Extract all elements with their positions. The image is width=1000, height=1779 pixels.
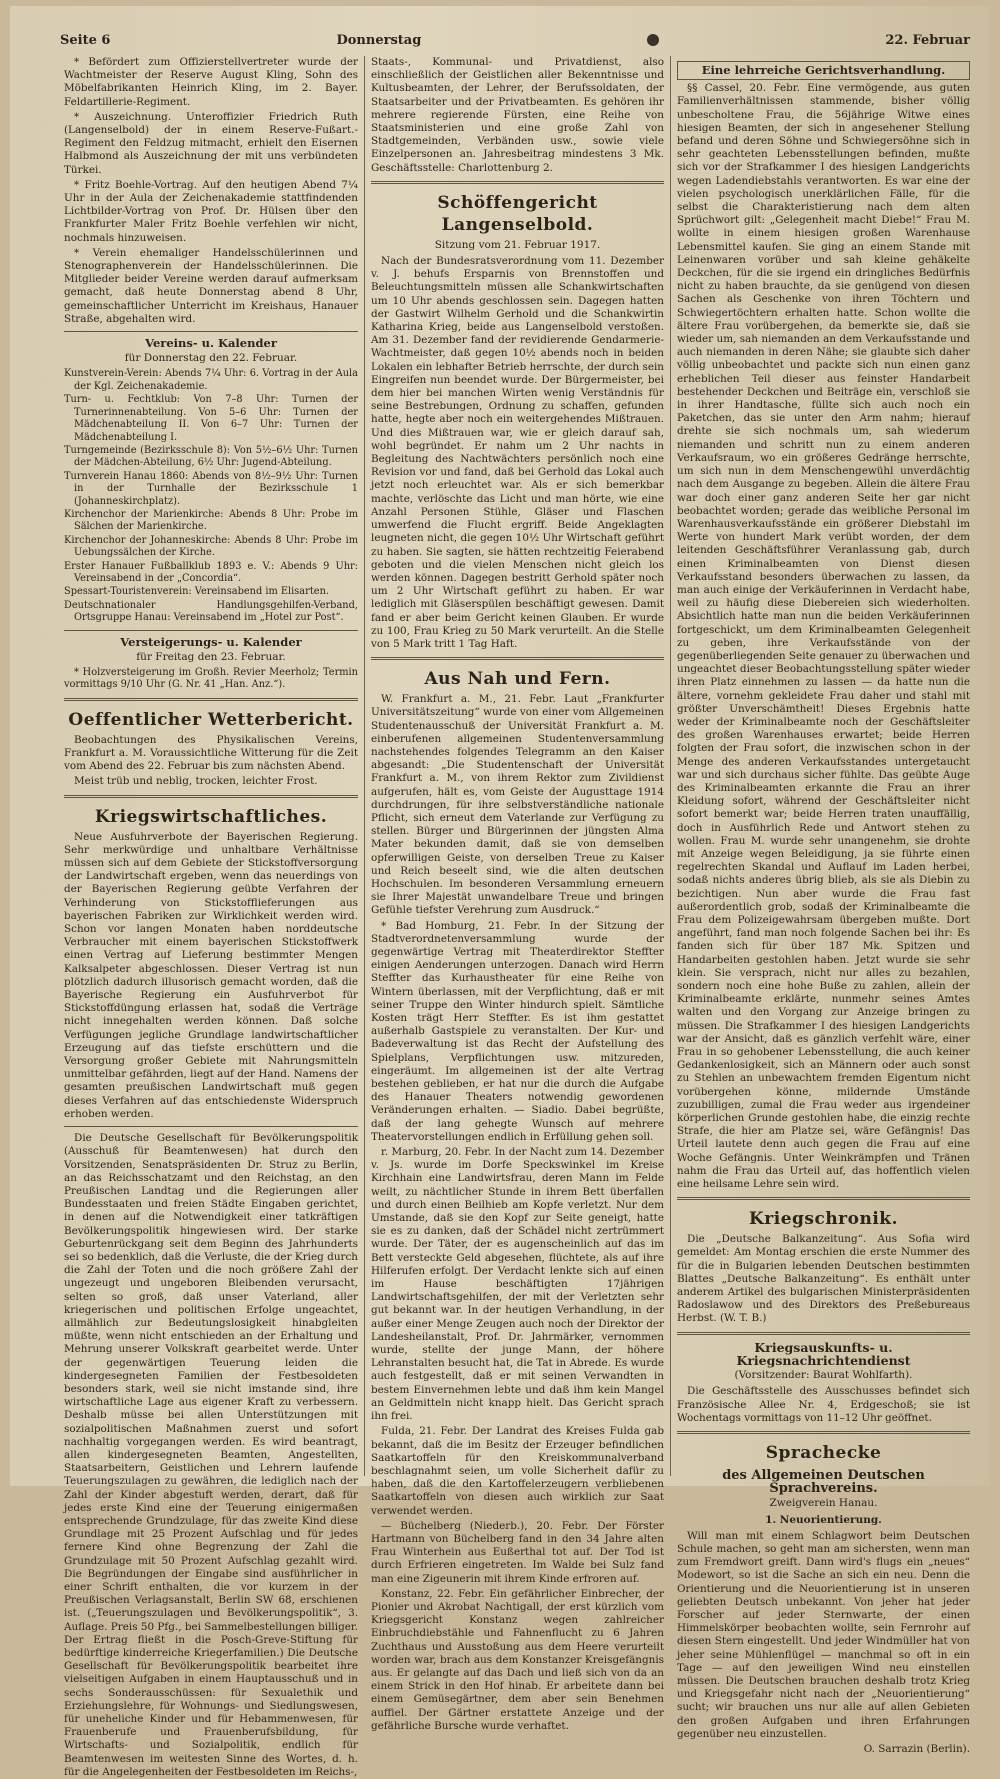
auction-calendar-subtitle: für Freitag den 23. Februar. <box>136 650 286 663</box>
column-1 <box>58 56 364 1778</box>
list-item: Turnverein Hanau 1860: Abends von 8½–9½ Uhr: Turnen in der Turnhalle der Bezirksschule 1 (Johanneskirchplatz). <box>64 470 358 507</box>
language-corner-branch: Zweigverein Hanau. <box>769 1497 878 1510</box>
divider <box>64 698 358 701</box>
column-2 <box>364 56 670 1732</box>
court-subtitle: Sitzung vom 21. Februar 1917. <box>434 238 601 251</box>
near-far-title: Aus Nah und Fern. <box>424 669 611 690</box>
newspaper-page <box>10 6 990 1778</box>
language-corner-heading: 1. Neuorientierung. <box>765 1513 882 1526</box>
language-corner-text: Will man mit einem Schlagwort beim Deutschen Schule machen, so geht man am sichersten, wenn man zum Fremdwort greift. Dann wird's flugs ein „neues“ Modewort, so ist die Sache an sich ein neu. Denn die Orientierung und die Neuorientierung ist in unseren geliebten Deutsch unbekannt. Von jeher hat jeder Forscher auf jeder Sternwarte, der einen Himmelskörper beobachten wollte, sein Fernrohr auf diesen Stern eingestellt. Und jeder Windmüller hat von jeher seine Mühlenflügel — manchmal so oft in ein Tage — auf den jeweiligen Wind neu einstellen müssen. Die Deutschen brauchen deshalb trotz Krieg und Kriegsgefahr nicht nach der „Neuorientierung“ sucht; wir brauchen uns nur alle auf allen Gebieten den großen Aufgaben und ihren Erfahrungen gegenüber neu einzustellen. <box>677 1529 970 1740</box>
author-signature: O. Sarrazin (Berlin). <box>863 1742 970 1755</box>
local-news-1: * Befördert zum Offizierstellvertreter wurde der Wachtmeister der Reserve August Kling, Sohn des Möbelfabrikanten Heinrich Kling, im 2. Bayer. Feldartillerie-Regiment. <box>64 56 358 108</box>
auction-item: * Holzversteigerung im Großh. Revier Meerholz; Termin vormittags 9/10 Uhr (G. Nr. 41 „Han. Anz.“). <box>64 667 358 691</box>
weather-forecast: Meist trüb und neblig, trocken, leichter Frost. <box>74 775 318 788</box>
punch-hole <box>647 34 659 46</box>
divider <box>677 1431 970 1434</box>
divider <box>371 657 664 660</box>
court-title: Schöffengericht Langenselbold. <box>437 192 598 235</box>
association-calendar-list <box>64 368 358 624</box>
news-frankfurt: W. Frankfurt a. M., 21. Febr. Laut „Frankfurter Universitätszeitung“ wurde von einer vom Allgemeinen Studentenausschuß der Universität Frankfurt a. M. einberufenen allgemeinen Studentenversammlung nachstehendes folgendes Telegramm an den Kaiser abgesandt: „Die Studentenschaft der Universität Frankfurt a. M., von ihrem Rektor zum Zivildienst aufgerufen, hält es, vom Geiste der Augusttage 1914 durchdrungen, für ihre selbstverständliche nationale Pflicht, sich erneut dem Vaterlande zur Verfügung zu stellen. Bürger und Bürgerinnen der jüngsten Alma Mater bekunden damit, daß sie von demselben opferwilligen Geiste, von derselben Treue zu Kaiser und Reich beseelt sind, wie die alten deutschen Hochschulen. Im besonderen Versammlung erneuern sie Ihrer Majestät unwandelbare Treue und bringen Gefühle tiefster Verehrung zum Ausdruck.“ <box>371 693 664 917</box>
local-news-4: * Verein ehemaliger Handelsschülerinnen und Stenographenverein der Handelsschülerinnen. Die Mitglieder beider Vereine werden darauf aufmerksam gemacht, daß heute Donnerstag abend 8 Uhr, gemeinschaftlicher Unterricht im Kreishaus, Hanauer Straße, abgehalten wird. <box>64 246 358 325</box>
weather-report-title: Oeffentlicher Wetterbericht. <box>68 709 354 730</box>
divider <box>371 181 664 184</box>
list-item: Deutschnationaler Handlungsgehilfen-Verband, Ortsgruppe Hanau: Vereinsabend im „Hotel zur Post“. <box>64 599 358 624</box>
language-corner-subtitle: des Allgemeinen Deutschen Sprachvereins. <box>722 1467 925 1497</box>
association-calendar-subtitle: für Donnerstag den 22. Februar. <box>124 352 298 365</box>
list-item: Spessart-Touristenverein: Vereinsabend im Elisarten. <box>64 586 329 598</box>
war-chronicle-title: Kriegschronik. <box>749 1209 898 1230</box>
list-item: Turn- u. Fechtklub: Von 7–8 Uhr: Turnen der Turnerinnenabteilung. Von 5–6 Uhr: Turnen der Mädchenabteilung II. Von 6–7 Uhr: Turnen der Mädchenabteilung I. <box>64 394 358 443</box>
news-konstanz: Konstanz, 22. Febr. Ein gefährlicher Einbrecher, der Pionier und Akrobat Nachtigall, der erst kürzlich vom Kriegsgericht Konstanz wegen zahlreicher Einbruchdiebstähle und Fahnenflucht zu 6 Jahren Zuchthaus und Ausstoßung aus dem Heere verurteilt worden war, brach aus dem Konstanzer Kreisgefängnis aus. Er gelangte auf das Dach und ließ sich von da an einem Strick in den Hof hinab. Er arbeitete dann bei einem Gemüsegärtner, dem aber sein Benehmen auffiel. Der Gärtner erstattete Anzeige und der gefährliche Bursche wurde verhaftet. <box>371 1587 664 1732</box>
news-bad-homburg: * Bad Homburg, 21. Febr. In der Sitzung der Stadtverordnetenversammlung wurde der gegenwärtige Vertrag mit Theaterdirektor Steffter einigen Aenderungen unterzogen. Danach wird Herrn Steffter das Kurhaustheater für eine Reihe von Wintern überlassen, mit der Verpflichtung, daß er mit seiner Truppe den Winter hindurch spielt. Sämtliche Kosten trägt Herr Steffter. Es ist ihm gestattet außerhalb Gastspiele zu veranstalten. Der Kur- und Badeverwaltung ist das Recht der Aufstellung des Spielplans, Verpflichtungen usw. mitzureden, eingeräumt. Im allgemeinen ist der alte Vertrag bestehen geblieben, er hat nur die durch die Aufgabe des Hanauer Theaters notwendig gewordenen Veränderungen erhalten. — Siadio. Dabei begrüßte, daß der lang gehegte Wunsch auf mehrere Theatervorstellungen endlich in Erfüllung gehen soll. <box>371 919 664 1143</box>
weekday: Donnerstag <box>336 32 422 48</box>
war-info-subtitle: (Vorsitzender: Baurat Wohlfarth). <box>734 1369 913 1382</box>
news-fulda: Fulda, 21. Febr. Der Landrat des Kreises Fulda gab bekannt, daß die im Besitz der Erzeuger befindlichen Saatkartoffeln für den Kreiskommunalverband beschlagnahmt seien, um volle Sicherheit dafür zu haben, daß die den Kartoffelerzeugern verbliebenen Saatkartoffeln von diesen auch wirklich zur Saat verwendet werden. <box>371 1425 664 1517</box>
association-calendar-title: Vereins- u. Kalender <box>145 336 277 351</box>
column-3 <box>670 56 976 1755</box>
columns <box>58 56 978 1778</box>
divider <box>64 331 358 332</box>
auction-calendar-title: Versteigerungs- u. Kalender <box>120 634 302 649</box>
divider <box>64 795 358 798</box>
list-item: Turngemeinde (Bezirksschule 8): Von 5½–6½ Uhr: Turnen der Mädchen-Abteilung, 6½ Uhr: Jugend-Abteilung. <box>64 444 358 469</box>
page-header <box>60 28 970 52</box>
divider <box>677 1332 970 1335</box>
war-economy-article-2: Die Deutsche Gesellschaft für Bevölkerungspolitik (Ausschuß für Beamtenwesen) hat durch den Vorsitzenden, Senatspräsidenten Dr. Struz zu Berlin, an das Reichsschatzamt und den Reichstag, an den Preußischen Landtag und die Regierungen aller Bundesstaaten und freien Städte Eingaben gerichtet, in denen auf die Notwendigkeit einer tatkräftigen Bevölkerungspolitik hingewiesen wird. Der starke Geburtenrückgang seit dem Beginn des Jahrhunderts sei so bedenklich, daß die Verluste, die der Krieg durch die Zahl der Toten und die noch größere Zahl der ungezeugt und ungeboren Bleibenden verursacht, selten so groß, daß unser Vaterland, aller kriegerischen und politischen Erfolge ungeachtet, allmählich zur Bedeutungslosigkeit hinabgleiten müßte, wenn nicht entschieden an der Erhaltung und Mehrung unserer Volkskraft gearbeitet werde. Unter der gegenwärtigen Teuerung leiden die kindergesegneten Familien der Festbesoldeten besonders stark, weil sie nicht imstande sind, ihre wirtschaftliche Lage aus eigener Kraft zu verbessern. Deshalb müsse bei allen Unterstützungen mit sozialpolitischen Maßnahmen zuerst und sofort nachhaltig vorgegangen werden. Es wird beantragt, allen kindergesegneten Beamten, Angestellten, Staatsarbeitern, Geistlichen und Lehrern laufende Teuerungszulagen zu gewähren, die lediglich nach der Zahl der Kinder abgestuft werden, derart, daß für jedes erste Kind eine der Teuerung einigermaßen entsprechende Grundzulage, für das zweite Kind diese Grundlage mit 25 Prozent Aufschlag und für jedes fernere Kind ohne Begrenzung der Zahl die Grundzulage mit 50 Prozent Aufschlag gezahlt wird. Die Begründungen der Eingabe sind ausführlicher in einer Schrift enthalten, die vor kurzem in der Preußischen Verlagsanstalt, Berlin SW 68, erschienen ist. („Teuerungszulagen und Bevölkerungspolitik“, 3. Auflage. Preis 50 Pfg., bei Sammelbestellungen billiger. Der Ertrag fließt in die Posch-Greve-Stiftung für bedürftige kinderreiche Kriegerfamilien.) Die Deutsche Gesellschaft für Bevölkerungspolitik bearbeitet ihre vielseitigen Aufgaben in einem Hauptausschuß und in sechs Sonderausschüssen: für Sexualethik und Erziehungslehre, für Wohnungs- und Siedlungswesen, für uneheliche Kinder und für Hebammenwesen, für Frauenberufe und Frauenberufsbildung, für Wirtschafts- und Sozialpolitik, endlich für Beamtenwesen im weitesten Sinne des Wortes, d. h. für die Angelegenheiten der Festbesoldeten im Reichs-, <box>64 1132 358 1778</box>
divider <box>64 630 358 631</box>
news-buechelberg: — Büchelberg (Niederb.), 20. Febr. Der Förster Hartmann von Büchelberg fand in den 34 Jahre alten Frau Winterhein aus Eußerthal tot auf. Der Tod ist durch Erfrieren eingetreten. Im Walde bei Sulz fand man eine Zigeunerin mit ihrem Kinde erfroren auf. <box>371 1519 664 1585</box>
date: 22. Februar <box>885 32 970 48</box>
local-news-3: * Fritz Boehle-Vortrag. Auf den heutigen Abend 7¼ Uhr in der Aula der Zeichenakademie stattfindenden Lichtbilder-Vortrag von Prof. Dr. Hülsen über den Frankfurter Maler Fritz Boehle verfehlen wir nicht, nochmals hinzuweisen. <box>64 178 358 244</box>
list-item: Kirchenchor der Johanneskirche: Abends 8 Uhr: Probe im Uebungssälchen der Kirche. <box>64 534 358 559</box>
list-item: Kirchenchor der Marienkirche: Abends 8 Uhr: Probe im Sälchen der Marienkirche. <box>64 508 358 533</box>
list-item: Kunstverein-Verein: Abends 7¼ Uhr: 6. Vortrag in der Aula der Kgl. Zeichenakademie. <box>64 368 358 392</box>
war-economy-article-1: Neue Ausfuhrverbote der Bayerischen Regierung. Sehr merkwürdige und unhaltbare Verhältnisse müssen sich auf dem Gebiete der Stickstoffversorgung der Landwirtschaft ergeben, wenn das neuerdings von der Bayerischen Regierung geübte Verfahren der Verhinderung von Stickstofflieferungen aus bayerischen Fabriken zur Wirklichkeit werden wird. Schon vor langen Monaten haben norddeutsche Verbraucher mit einem bayerischen Stickstoffwerk einen Vertrag auf Lieferung bestimmter Mengen Kalksalpeter abgeschlossen. Dieser Vertrag ist nun plötzlich dadurch illusorisch gemacht worden, daß die Bayerische Regierung ein Ausfuhrverbot für Stickstoffdüngung erlassen hat, sodaß die Verträge nicht innegehalten werden können. Daß solche Verfügungen jegliche Grundlage landwirtschaftlicher Erzeugung auf das tiefste erschüttern und die Versorgung großer Gebiete mit Nahrungsmitteln unmittelbar gefährden, liegt auf der Hand. Namens der gesamten preußischen Landwirtschaft muß gegen dieses Verfahren auf das entschiedenste Widerspruch erhoben werden. <box>64 830 358 1120</box>
trial-title: Eine lehrreiche Gerichtsverhandlung. <box>677 61 970 80</box>
trial-report: §§ Cassel, 20. Febr. Eine vermögende, aus guten Familienverhältnissen stammende, bisher völlig unbescholtene Frau, die 56jährige Witwe eines hiesigen Beamten, der sich in angesehener Stellung befand und deren Söhne und Schwiegersöhne sich in sehr geachteten Lebensstellungen befinden, mußte sich vor der Strafkammer I des hiesigen Landgerichts wegen Ladendiebstahls verantworten. Es war eine der vielen psychologisch unerklärlichen Fälle, für die selbst die Charakteristierung nach dem alten Sprüchwort gilt: „Gelegenheit macht Diebe!“ Frau M. wollte in einem hiesigen großen Warenhause Lebensmittel kaufen. Sie ging an einem Stande mit Leinenwaren vorüber und sah kleine gehäkelte Deckchen, für die sie irgend ein dringliches Bedürfnis nicht zu haben brauchte, da sie genügend von diesen Sachen als Geschenke von ihren Töchtern und Schwiegertöchtern erhalten hatte. Schon wollte die ältere Frau vorübergehen, da bemerkte sie, daß sie wieder um, sah niemanden an dem Verkaufsstande und auch niemanden in deren Nähe; sie glaubte sich daher völlig unbeobachtet und packte sich nun einen ganz erheblichen Teil dieser aus feinster Handarbeit bestehender Deckchen und Beiträge ein, verschloß sie in ihrer Handtasche, füllte sich auch noch ein Paketchen, das sie unter den Arm nahm; hierauf drehte sie sich nochmals um, sah wiederum niemanden und schritt nun zu einem anderen Verkaufsraum, wo ein größeres Gedränge herrschte, um sich nun in dem Menschengewühl unverdächtig nach dem Ausgange zu begeben. Allein die ältere Frau war doch einer ganz anderen Seite her gar nicht beobachtet worden; gerade das weibliche Personal im Warenhausverkaufsstände ein größerer Diebstahl im Werte von hundert Mark verübt worden, der dem leitenden Geschäftsführer Veranlassung gab, durch einen Kriminalbeamten von Dienst diesen Verkaufsstand besonders überwachen zu lassen, da man auch einige der Verkäuferinnen in Verdacht habe, weil zu häufig diese Diebereien sich wiederholten. Absichtlich hatte man nun die beiden Verkäuferinnen fortgeschickt, um dem Kriminalbeamten Gelegenheit zu geben, ihre Verkaufsstände von der gegenüberliegenden Seite genauer zu überwachen und ungeachtet dieser Beobachtungsstellung später wieder ihren Platz einnehmen zu lassen — da hatte nun die ältere, vornehm gekleidete Frau daher und stahl mit größter Unverschämtheit! Dieses Ergebnis hatte weder der Kriminalbeamte noch der Geschäftsleiter des großen Warenhauses erwartet; beide Herren folgten der Frau sofort, die inzwischen schon in der Menge des anderen Verkaufsstandes untergetaucht war und sich durchaus sicher fühlte. Das geübte Auge des Kriminalbeamten erkannte die Frau an ihrer Kleidung sofort, während der Geschäftsleiter nicht sofort bemerkt war; beide Herren traten unauffällig, doch in Ausführlich Rede und Antwort stehen zu wollen. Frau M. wurde sehr unangenehm, sie drohte mit Anzeige wegen Beleidigung, ja sie führte einen regelrechten Skandal und Auflauf im Laden herbei, sodaß nichts anderes übrig blieb, als sie als Diebin zu bezichtigen. Nun aber wurde die Frau fast außerordentlich grob, sodaß der Kriminalbeamte die Frau dem Polizeigewahrsam übergeben mußte. Dort angeführt, fand man noch folgende Sachen bei ihr: Es fanden sich für über 187 Mk. Spitzen und Handarbeiten gestohlen haben. Jetzt wurde sie sehr klein. Sie versprach, nicht nur alles zu bezahlen, sondern noch eine hohe Buße zu zahlen, allein der Kriminalbeamte erklärte, nunmehr seines Amtes walten und den Vorgang zur Anzeige bringen zu müssen. Die Strafkammer I des hiesigen Landgerichts war der Ansicht, daß es gänzlich verfehlt wäre, einer Frau in so gehobener Lebensstellung, die auch keiner Gedankenlosigkeit, sich an Männern oder auch sonst zu Stehlen an unbewachtem fremden Eigentum nicht vorübergehen könne, mildernde Umstände zuzubilligen, zumal die Frau weder aus irgendeiner körperlichen Grunde gestohlen habe, die einzig rechte Strafe, die hier am Platze sei, wäre Gefängnis! Das Urteil lautete denn auch gegen die Frau auf eine Woche Gefängnis. Unter Weinkrämpfen und Tränen nahm die Frau das Urteil auf, das hoffentlich vielen eine heilsame Lehre sein wird. <box>677 82 970 1191</box>
divider <box>677 1197 970 1200</box>
war-economy-title: Kriegswirtschaftliches. <box>94 806 328 827</box>
page-number: Seite 6 <box>60 32 111 48</box>
weather-report-text: Beobachtungen des Physikalischen Vereins, Frankfurt a. M. Voraussichtliche Witterung für die Zeit vom Abend des 22. Februar bis zum nächsten Abend. <box>64 733 358 773</box>
list-item: Erster Hanauer Fußballklub 1893 e. V.: Abends 9 Uhr: Vereinsabend in der „Concordia“. <box>64 560 358 584</box>
war-info-text: Die Geschäftsstelle des Ausschusses befindet sich Französische Allee Nr. 4, Erdgeschoß; sie ist Wochentags vormittags von 11–12 Uhr geöffnet. <box>677 1385 970 1424</box>
local-news-2: * Auszeichnung. Unteroffizier Friedrich Ruth (Langenselbold) der in einem Reserve-Fußart.-Regiment den Feldzug mitmacht, erhielt den Eisernen Halbmond als Auszeichnung der mit uns verbündeten Türkei. <box>64 110 358 176</box>
court-report: Nach der Bundesratsverordnung vom 11. Dezember v. J. behufs Ersparnis von Brennstoffen und Beleuchtungsmitteln müssen alle Schankwirtschaften um 10 Uhr abends geschlossen sein. Dagegen hatten der Gastwirt Wilhelm Gerhold und die Schankwirtin Katharina Krieg, beide aus Langenselbold verstoßen. Am 31. Dezember fand der revidierende Gendarmerie-Wachtmeister, daß gegen 10½ abends noch in beiden Lokalen ein lebhafter Betrieb herrschte, der durch sein Eingreifen nun beendet wurde. Der Bürgermeister, bei dem hier bei manchen Wirten wenig Verständnis für seine Bestrebungen, Ordnung zu schaffen, gefunden hatte, hegte aber noch ein weitergehendes Mißtrauen. Und dies Mißtrauen war, wie er gleich darauf sah, wohl begründet. Er nahm um 2 Uhr nachts in Begleitung des Nachtwächters persönlich noch eine Revision vor und fand, daß bei Gerhold das Lokal auch jetzt noch erleuchtet war. Als er sich bemerkbar machte, verlöschte das Licht und man hörte, wie eine Anzahl Personen Stühle, Gläser und Flaschen umwerfend die Flucht ergriff. Beide Angeklagten leugneten nicht, die gegen 10½ Uhr Wirtschaft geführt zu haben. Sie sagten, sie hätten rechtzeitig Feierabend geboten und die vielen Menschen nicht gleich los werden können. Dagegen bestritt Gerhold später noch um 2 Uhr Wirtschaft geführt zu haben. Er war lediglich mit Gläserspülen beschäftigt gewesen. Damit fand er aber beim Gericht keinen Glauben. Er wurde zu 100, Frau Krieg zu 50 Mark verurteilt. An die Stelle von 5 Mark tritt 1 Tag Haft. <box>371 255 664 650</box>
news-marburg: r. Marburg, 20. Febr. In der Nacht zum 14. Dezember v. Js. wurde im Dorfe Speckswinkel im Kreise Kirchhain eine Landwirtsfrau, deren Mann im Felde weilt, zu nächtlicher Stunde in ihrem Bett überfallen und durch einen Beilhieb am Kopfe verletzt. Nur dem Umstande, daß sie den Kopf zur Seite geneigt, hatte sie es zu danken, daß der Schädel nicht zertrümmert wurde. Der Täter, der es augenscheinlich auf das im Bett versteckte Geld abgesehen, flüchtete, als auf ihre Hilferufen erfolgt. Der Verdacht lenkte sich auf einen im Hause beschäftigten 17jährigen Landwirtschaftsgehilfen, der mit der Verletzten sehr gut bekannt war. In der heutigen Verhandlung, in der außer einer Menge Zeugen auch noch der Direktor der Landesheilanstalt, Prof. Dr. Jahrmärker, vernommen wurde, stellte der junge Mann, der höhere Lehranstalten besucht hat, die Tat in Abrede. Es wurde auch festgestellt, daß er mit seinen Verwandten in bestem Einvernehmen lebte und daß ihm kein Mangel an Geldmitteln nicht knapp hielt. Das Gericht sprach ihn frei. <box>371 1146 664 1423</box>
war-chronicle-text: Die „Deutsche Balkanzeitung“. Aus Sofia wird gemeldet: Am Montag erschien die erste Nummer des für die in Bulgarien lebenden Deutschen bestimmten Blattes „Deutsche Balkanzeitung“. Es enthält unter anderem Artikel des bulgarischen Ministerpräsidenten Radoslawow und des Direktors des Preßebureaus Herbst. (W. T. B.) <box>677 1233 970 1325</box>
language-corner-title: Sprachecke <box>765 1442 882 1463</box>
divider <box>64 1126 358 1127</box>
war-info-title: Kriegsauskunfts- u. Kriegsnachrichtendienst <box>736 1339 911 1368</box>
continued-article: Staats-, Kommunal- und Privatdienst, also einschließlich der Geistlichen aller Bekenntnisse und Kultusbeamten, der Lehrer, der Berufssoldaten, der Staatsarbeiter und der Privatbeamten. Es gehören ihr mehrere regierende Fürsten, eine Reihe von Staatsministerien und eine große Zahl von Stadtgemeinden, Verbänden usw., sowie viele Einzelpersonen an. Jahresbeitrag mindestens 3 Mk. Geschäftsstelle: Charlottenburg 2. <box>371 56 664 174</box>
